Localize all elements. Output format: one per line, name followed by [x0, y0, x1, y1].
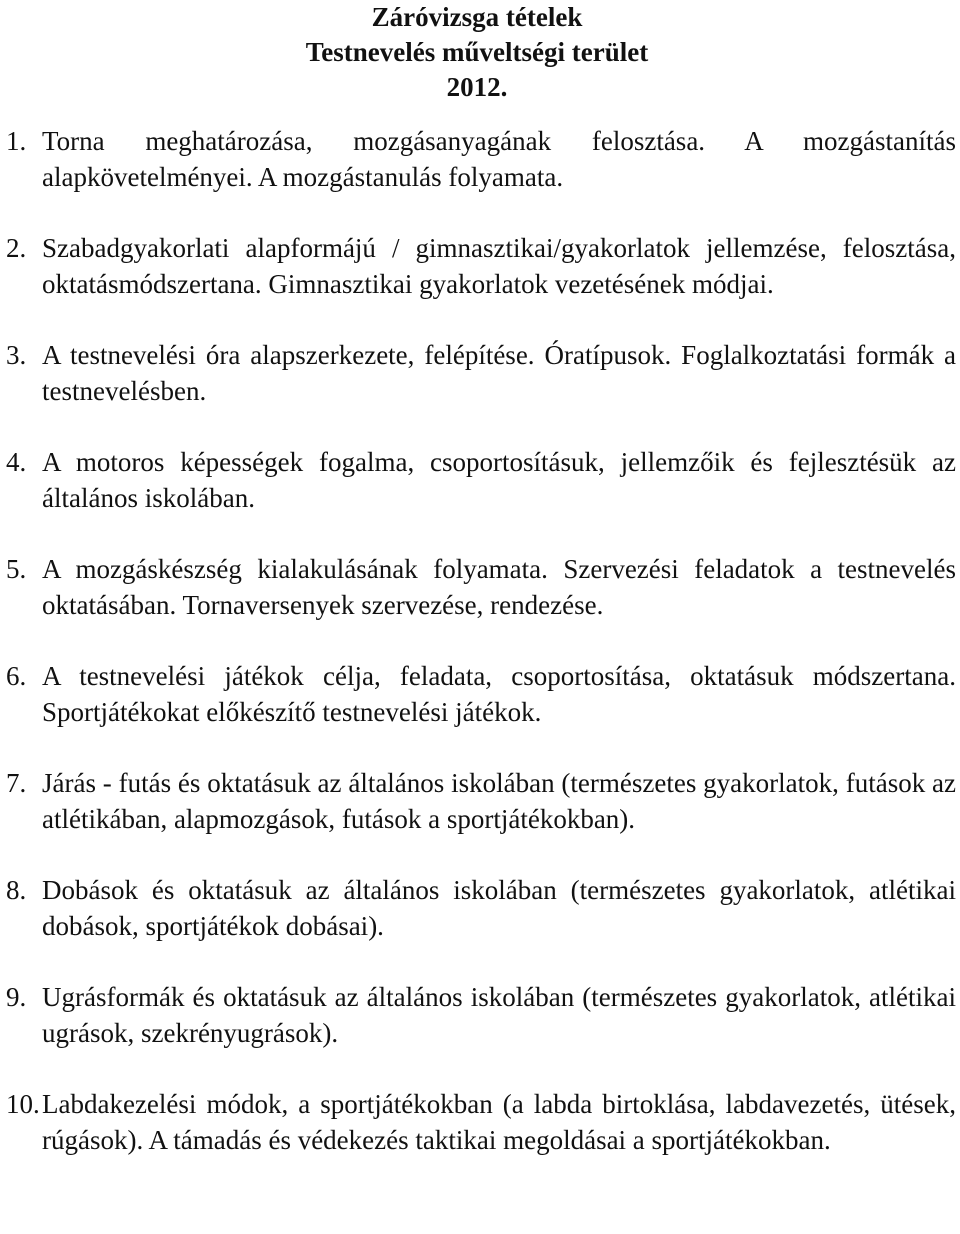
topic-text: Dobások és oktatásuk az általános iskolában (természetes gyakorlatok, atlétikai dobások, sportjátékok dobásai). — [42, 875, 956, 941]
topic-list — [6, 123, 956, 1158]
topic-number: 9. — [6, 982, 27, 1012]
topic-item — [6, 444, 956, 516]
title-line-2: Testnevelés műveltségi terület — [305, 37, 649, 67]
topic-number: 4. — [6, 447, 27, 477]
topic-number: 3. — [6, 340, 27, 370]
topic-item — [6, 123, 956, 195]
topic-text: A testnevelési óra alapszerkezete, felépítése. Óratípusok. Foglalkoztatási formák a testnevelésben. — [42, 340, 956, 406]
topic-item — [6, 1086, 956, 1158]
topic-text: A testnevelési játékok célja, feladata, csoportosítása, oktatásuk módszertana. Sportjátékokat előkészítő testnevelési játékok. — [42, 661, 956, 727]
topic-item — [6, 551, 956, 623]
document-title — [0, 0, 956, 105]
topic-item — [6, 765, 956, 837]
topic-item — [6, 872, 956, 944]
title-line-1: Záróvizsga tételek — [371, 2, 583, 32]
topic-item — [6, 230, 956, 302]
topic-number: 5. — [6, 554, 27, 584]
topic-number: 10. — [6, 1089, 40, 1119]
topic-number: 6. — [6, 661, 27, 691]
topic-text: Ugrásformák és oktatásuk az általános iskolában (természetes gyakorlatok, atlétikai ugrások, szekrényugrások). — [42, 982, 956, 1048]
topic-number: 8. — [6, 875, 27, 905]
topic-number: 7. — [6, 768, 27, 798]
topic-item — [6, 658, 956, 730]
topic-item — [6, 337, 956, 409]
topic-number: 1. — [6, 126, 27, 156]
topic-text: Szabadgyakorlati alapformájú / gimnasztikai/gyakorlatok jellemzése, felosztása, oktatásmódszertana. Gimnasztikai gyakorlatok vezetésének módjai. — [42, 233, 956, 299]
topic-item — [6, 979, 956, 1051]
title-line-3: 2012. — [446, 72, 508, 102]
topic-text: A mozgáskészség kialakulásának folyamata. Szervezési feladatok a testnevelés oktatásában. Tornaversenyek szervezése, rendezése. — [42, 554, 956, 620]
topic-number: 2. — [6, 233, 27, 263]
topic-text: A motoros képességek fogalma, csoportosításuk, jellemzőik és fejlesztésük az általános iskolában. — [42, 447, 956, 513]
topic-text: Labdakezelési módok, a sportjátékokban (a labda birtoklása, labdavezetés, ütések, rúgások). A támadás és védekezés taktikai megoldásai a sportjátékokban. — [42, 1089, 956, 1155]
topic-text: Torna meghatározása, mozgásanyagának felosztása. A mozgástanítás alapkövetelményei. A mozgástanulás folyamata. — [42, 126, 956, 192]
topic-text: Járás - futás és oktatásuk az általános iskolában (természetes gyakorlatok, futások az atlétikában, alapmozgások, futások a sportjátékokban). — [42, 768, 956, 834]
